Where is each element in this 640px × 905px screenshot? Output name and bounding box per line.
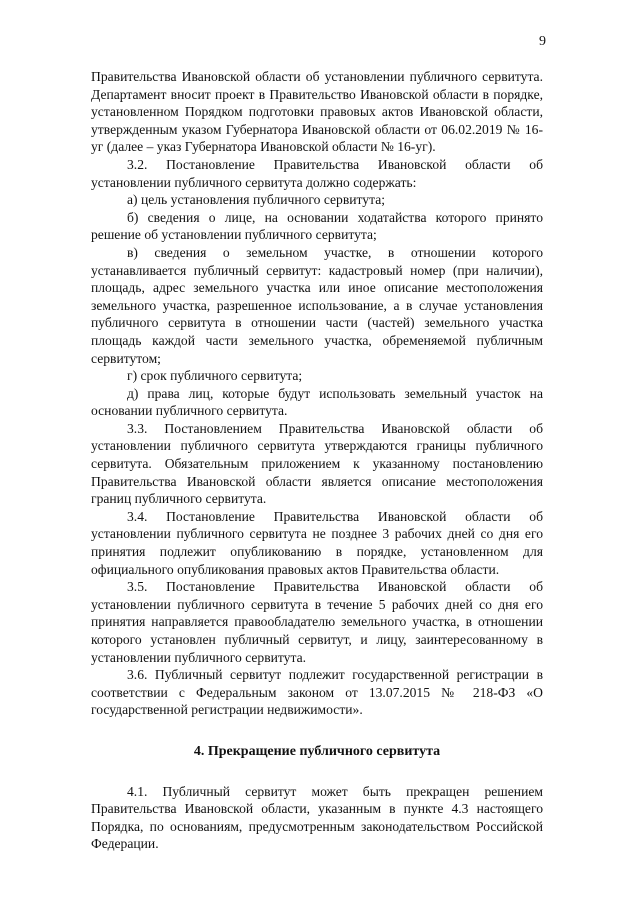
page-number: 9	[539, 34, 546, 49]
paragraph: 3.4. Постановление Правительства Ивановской области об установлении публичного сервитута не позднее 3 рабочих дней со дня его принятия подлежит опубликованию в порядке, установленном для официального опубликования правовых актов Правительства области.	[91, 508, 543, 577]
paragraph: 3.5. Постановление Правительства Ивановской области об установлении публичного сервитута в течение 5 рабочих дней со дня его принятия направляется правообладателю земельного участка, в отношении которого установлен публичный сервитут, и лицу, заинтересованному в установлении публичного сервитута.	[91, 579, 543, 665]
list-item: б) сведения о лице, на основании ходатайства которого принято решение об установлении публичного сервитута;	[91, 209, 543, 243]
paragraph: 4.1. Публичный сервитут может быть прекращен решением Правительства Ивановской области, указанным в пункте 4.3 настоящего Порядка, по основаниям, предусмотренным законодательством Российской Федерации.	[91, 783, 543, 852]
paragraph: Правительства Ивановской области об установлении публичного сервитута. Департамент вносит проект в Правительство Ивановской области в порядке, установленном Порядком подготовки правовых актов Ивановской области, утвержденным указом Губернатора Ивановской области от 06.02.2019 № 16-уг (далее – указ Губернатора Ивановской области № 16-уг).	[91, 69, 543, 155]
list-item: в) сведения о земельном участке, в отношении которого устанавливается публичный сервитут: кадастровый номер (при наличии), площадь, адрес земельного участка или иное описание местоположения земельного участка, разрешенное использование, а в случае установления публичного сервитута в отношении части (частей) земельного участка площадь каждой части земельного участка, обременяемой публичным сервитутом;	[91, 244, 543, 366]
document-body	[91, 68, 543, 853]
list-item: г) срок публичного сервитута;	[127, 368, 303, 384]
paragraph: 3.3. Постановлением Правительства Ивановской области об установлении публичного сервитута утверждаются границы публичного сервитута. Обязательным приложением к указанному постановлению Правительства Ивановской области является описание местоположения границ публичного сервитута.	[91, 420, 543, 507]
section-heading: 4. Прекращение публичного сервитута	[193, 743, 441, 759]
list-item: а) цель установления публичного сервитута;	[127, 192, 386, 208]
list-item: д) права лиц, которые будут использовать земельный участок на основании публичного сервитута.	[91, 385, 543, 419]
paragraph: 3.2. Постановление Правительства Ивановской области об установлении публичного сервитута должно содержать:	[91, 156, 543, 190]
paragraph: 3.6. Публичный сервитут подлежит государственной регистрации в соответствии с Федеральным законом от 13.07.2015 № 218-ФЗ «О государственной регистрации недвижимости».	[91, 667, 543, 718]
